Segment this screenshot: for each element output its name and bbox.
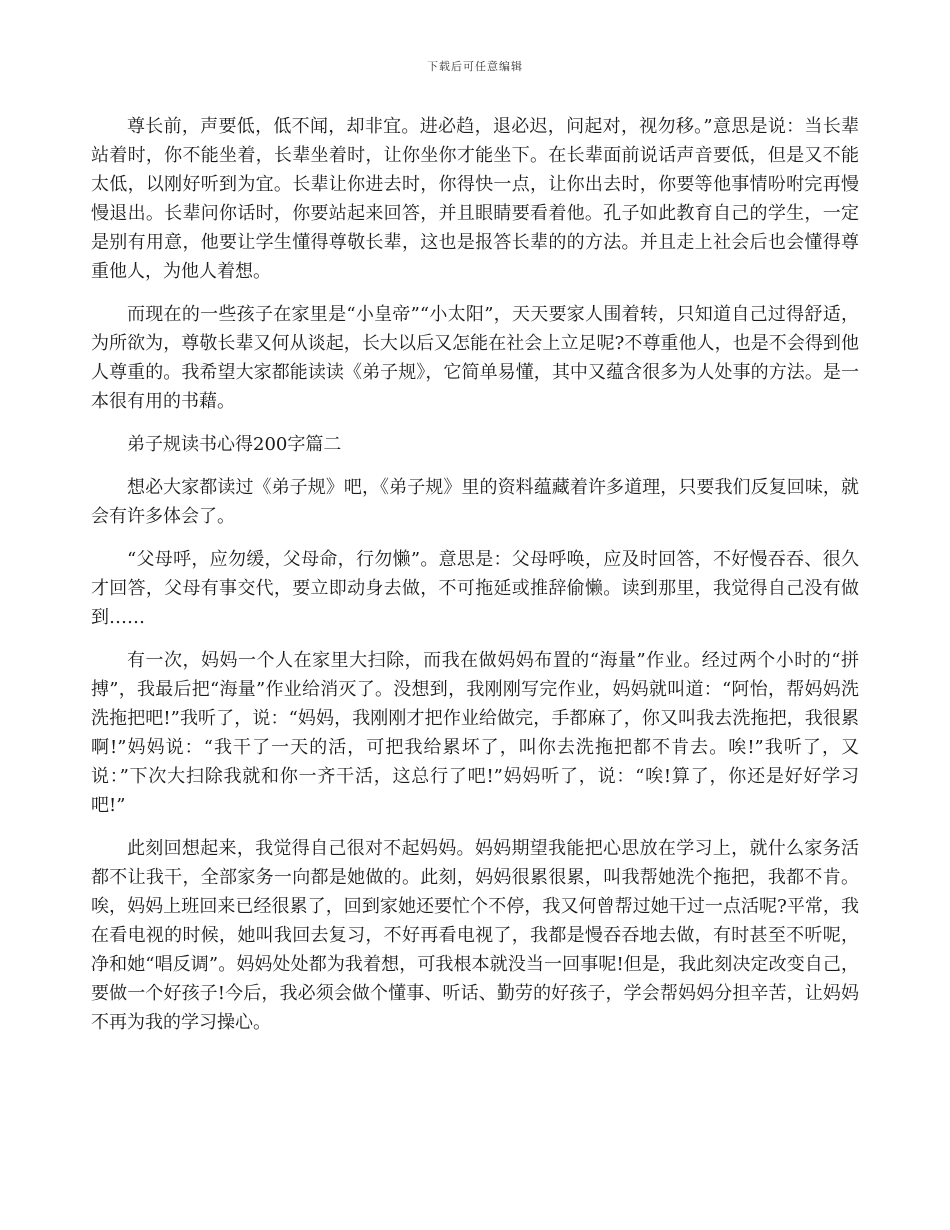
paragraph-intro: 想必大家都读过《弟子规》吧，《弟子规》里的资料蕴藏着许多道理，只要我们反复回味，就会有许多体会了。 bbox=[91, 477, 859, 527]
paragraph-story: 有一次，妈妈一个人在家里大扫除，而我在做妈妈布置的“海量”作业。经过两个小时的“拼搏”，我最后把“海量”作业给消灭了。没想到，我刚刚写完作业，妈妈就叫道：“阿怡，帮妈妈洗洗拖把吧!”我听了，说：“妈妈，我刚刚才把作业给做完，手都麻了，你又叫我去洗拖把，我很累啊!”妈妈说：“我干了一天的活，可把我给累坏了，叫你去洗拖把都不肯去。唉!”我听了，又说：”下次大扫除我就和你一齐干活，这总行了吧!”妈妈听了，说：“唉!算了，你还是好好学习吧!” bbox=[91, 650, 859, 816]
section-heading: 弟子规读书心得200字篇二 bbox=[127, 434, 342, 455]
paragraph-respect-elders: 尊长前，声要低，低不闻，却非宜。进必趋，退必迟，问起对，视勿移。”意思是说：当长辈站着时，你不能坐着，长辈坐着时，让你坐你才能坐下。在长辈面前说话声音要低，但是又不能太低，以刚好听到为宜。长辈让你进去时，你得快一点，让你出去时，你要等他事情吩咐完再慢慢退出。长辈问你话时，你要站起来回答，并且眼睛要看着他。孔子如此教育自己的学生，一定是别有用意，他要让学生懂得尊敬长辈，这也是报答长辈的的方法。并且走上社会后也会懂得尊重他人，为他人着想。 bbox=[91, 116, 859, 282]
paragraph-reflection: 此刻回想起来，我觉得自己很对不起妈妈。妈妈期望我能把心思放在学习上，就什么家务活都不让我干，全部家务一向都是她做的。此刻，妈妈很累很累，叫我帮她洗个拖把，我都不肯。唉，妈妈上班回来已经很累了，回到家她还要忙个不停，我又何曾帮过她干过一点活呢?平常，我在看电视的时候，她叫我回去复习，不好再看电视了，我都是慢吞吞地去做，有时甚至不听呢，净和她“唱反调”。妈妈处处都为我着想，可我根本就没当一回事呢!但是，我此刻决定改变自己，要做一个好孩子!今后，我必须会做个懂事、听话、勤劳的好孩子，学会帮妈妈分担辛苦，让妈妈不再为我的学习操心。 bbox=[91, 838, 859, 1033]
page-header-note: 下载后可任意编辑 bbox=[427, 60, 523, 73]
paragraph-little-emperors: 而现在的一些孩子在家里是“小皇帝”“小太阳”，天天要家人围着转，只知道自己过得舒适，为所欲为，尊敬长辈又何从谈起，长大以后又怎能在社会上立足呢?不尊重他人，也是不会得到他人尊重的。我希望大家都能读读《弟子规》，它简单易懂，其中又蕴含很多为人处事的方法。是一本很有用的书藉。 bbox=[91, 304, 859, 412]
document-body bbox=[91, 112, 859, 1051]
paragraph-parents-call: “父母呼，应勿缓，父母命，行勿懒”。意思是：父母呼唤，应及时回答，不好慢吞吞、很久才回答，父母有事交代，要立即动身去做，不可拖延或推辞偷懒。读到那里，我觉得自己没有做到…… bbox=[91, 549, 859, 628]
